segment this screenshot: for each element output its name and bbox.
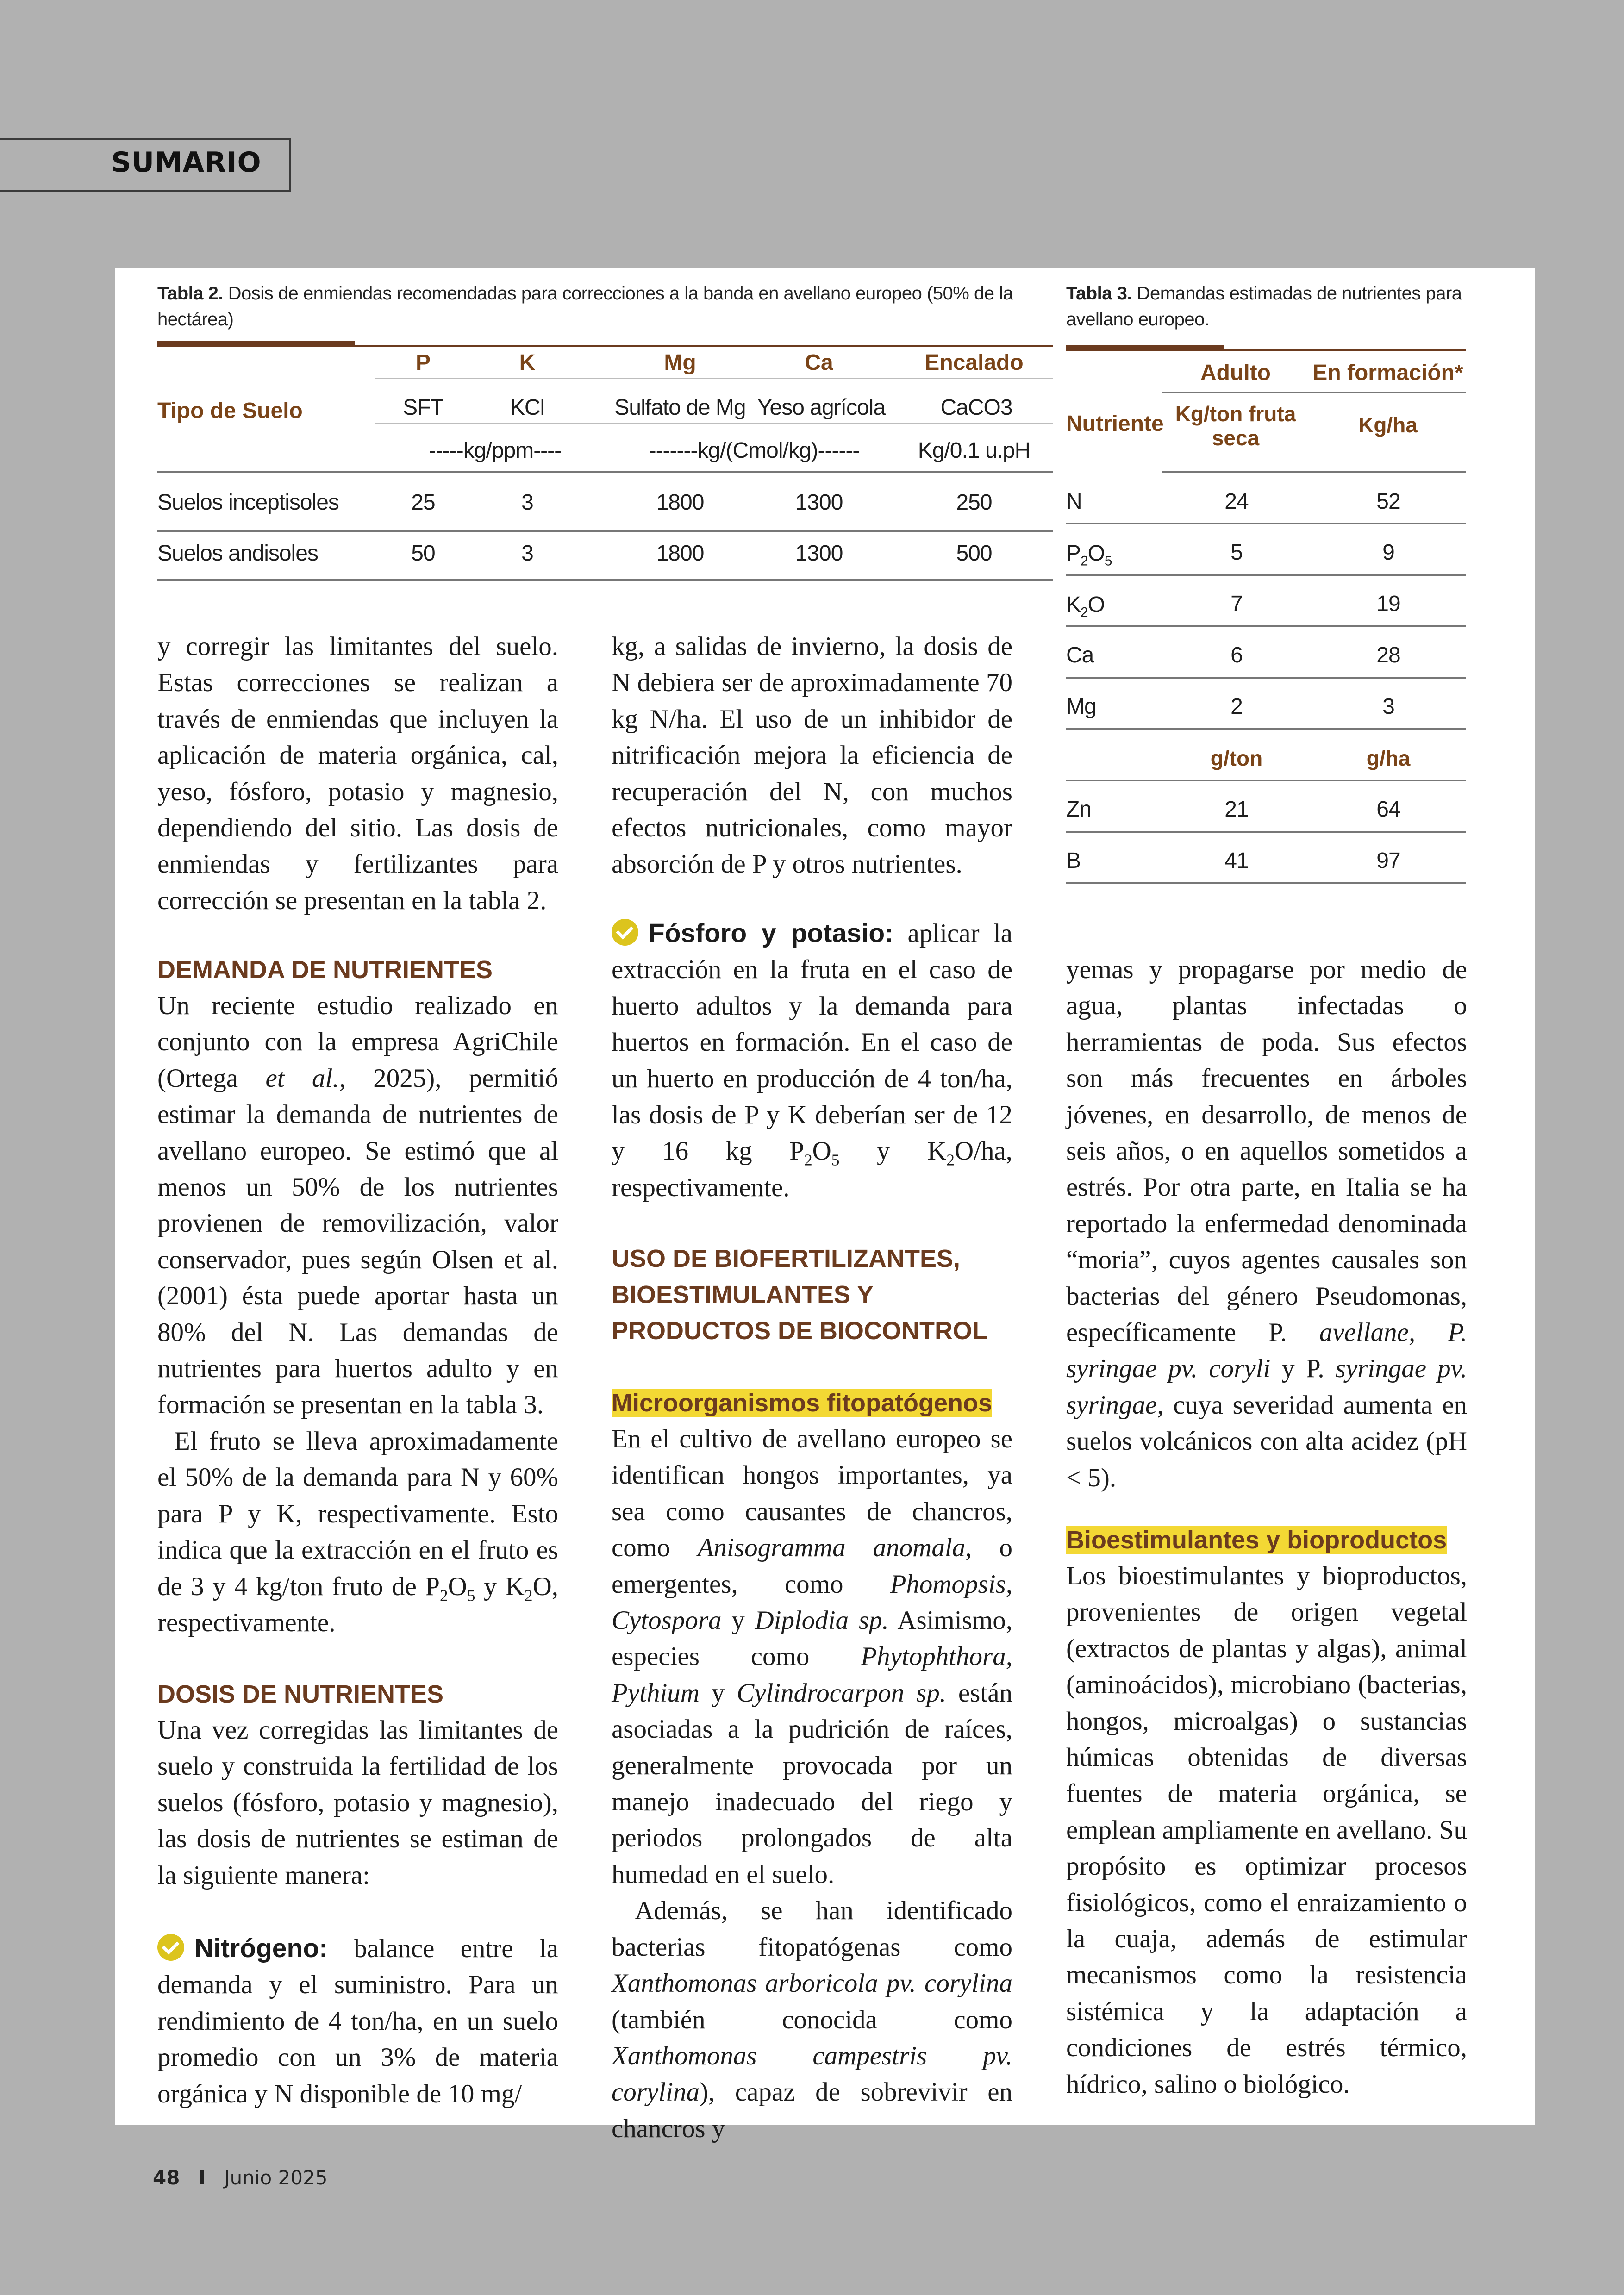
table3-row-name: $K_2O$	[1066, 592, 1105, 620]
table3-rule	[1066, 523, 1466, 524]
table3-row-name: Ca	[1066, 643, 1094, 667]
table2-col-encalado: Encalado	[924, 350, 1024, 375]
table2-row-header: Tipo de Suelo	[157, 399, 303, 423]
col3-cont: yemas y propagarse por medio de agua, plantas infectadas o herramientas de poda. Sus efectos son más frecuentes en árboles jóvenes, en desarrollo, de menos de seis años, o en aquellos sometidos a estrés. Por otra parte, en Italia se ha reportado la enfermedad denominada “moria”, cuyos agentes causales son bacterias del género Pseudomonas, específicamente P. avellane, P. syringae pv. coryli y P. syringae pv. syringae, cuya severidad aumenta en suelos volcánicos con alta acidez (pH < 5).	[1066, 955, 1467, 1492]
table3-cell: 64	[1376, 797, 1400, 822]
table2-cell: 3	[521, 541, 533, 566]
table3-cell: 2	[1230, 694, 1243, 719]
table3-rule	[1066, 728, 1466, 730]
table2-cell: 500	[956, 541, 992, 566]
demanda-heading: DEMANDA DE NUTRIENTES	[157, 956, 493, 984]
table2-cell: 1300	[795, 490, 843, 515]
table3-rule	[1066, 882, 1466, 884]
table3-rule	[1066, 625, 1466, 627]
check-icon	[612, 919, 638, 946]
table2-cell: 250	[956, 490, 992, 515]
article-panel	[115, 268, 1535, 2143]
check-icon	[157, 1934, 184, 1961]
bio-heading: Bioestimulantes y bioproductos	[1066, 1526, 1447, 1554]
table3-col-adulto: Adulto	[1200, 361, 1271, 385]
table2-rule	[375, 378, 1053, 379]
table3-cell: 97	[1376, 848, 1400, 873]
table2-col-ca: Ca	[805, 350, 833, 375]
table3-caption: Tabla 3. Demandas estimadas de nutrientes para avellano europeo.	[1066, 283, 1462, 330]
table3-row-header: Nutriente	[1066, 412, 1164, 436]
uso-heading: USO DE BIOFERTILIZANTES, BIOESTIMULANTES Y PRODUCTOS DE BIOCONTROL	[612, 1245, 988, 1345]
table2-col-p: P	[415, 350, 431, 375]
table2-unit-2: -------kg/(Cmol/kg)------	[649, 438, 860, 463]
table2-caption: Tabla 2. Dosis de enmiendas recomendadas para correcciones a la banda en avellano europeo (50% de la hectárea)	[157, 283, 1013, 330]
table3-row-name: B	[1066, 848, 1081, 873]
micro-text: En el cultivo de avellano europeo se identifican hongos importantes, ya sea como causantes de chancros, como Anisogramma anomala, o emergentes, como Phomopsis, Cytospora y Diplodia sp. Asimismo, especies como Phytophthora, Pythium y Cylindrocarpon sp. están asociadas a la pudrición de raíces, generalmente provocada por un manejo inadecuado del riego y periodos prolongados de alta humedad en el suelo. Además, se han identificado bacterias fitopatógenas como Xanthomonas arboricola pv. corylina (también conocida como Xanthomonas campestris pv. corylina), capaz de sobrevivir en chancros y	[612, 1424, 1013, 2143]
table3-cell: 21	[1224, 797, 1249, 822]
demanda-text: Un reciente estudio realizado en conjunto con la empresa AgriChile (Ortega et al., 2025), permitió estimar la demanda de nutrientes de avellano europeo. Se estimó que al menos un 50% de los nutrientes provienen de removilización, valor conservador, pues según Olsen et al. (2001) ésta puede aportar hasta un 80% del N. Las demandas de nutrientes para huertos adulto y en formación se presentan en la tabla 3. El fruto se lleva aproximadamente el 50% de la demanda para N y 60% para P y K, respectivamente. Esto indica que la extracción en el fruto es de 3 y 4 kg/ton fruto de $P_2O_5$ y $K_2O$, respectivamente.	[157, 991, 558, 1637]
table2-cell: 1300	[795, 541, 843, 566]
table2-source-ca: Yeso agrícola	[757, 395, 886, 420]
table3-cell: 7	[1230, 592, 1243, 616]
table2-cell: 25	[411, 490, 435, 515]
table2-row-name: Suelos inceptisoles	[157, 490, 339, 515]
table2-rule	[157, 530, 1053, 532]
table3-rule	[1162, 471, 1466, 473]
table2-col-mg: Mg	[664, 350, 696, 375]
table2-rule	[157, 471, 1053, 473]
col2-cont: kg, a salidas de invierno, la dosis de N debiera ser de aproximadamente 70 kg N/ha. El uso de un inhibidor de nitrificación mejora la eficiencia de recuperación del N, con muchos efectos nutricionales, como mayor absorción de P y otros nutrientes.	[612, 632, 1012, 879]
table2-rule	[375, 423, 1053, 424]
table2-cell: 1800	[656, 541, 704, 566]
table3-cell: 3	[1382, 694, 1394, 719]
table3-cell: 52	[1376, 489, 1400, 514]
table2-unit-1: -----kg/ppm----	[428, 438, 562, 463]
table3-col-formacion: En formación*	[1312, 361, 1463, 385]
table2-rule	[157, 579, 1053, 581]
table3-rule	[1066, 831, 1466, 833]
table2-cell: 50	[411, 541, 435, 566]
table2-unit-3: Kg/0.1 u.pH	[918, 438, 1031, 463]
col1-intro: y corregir las limitantes del suelo. Estas correcciones se realizan a través de enmiendas que incluyen la aplicación de materia orgánica, cal, yeso, fósforo, potasio y magnesio, dependiendo del sitio. Las dosis de enmiendas y fertilizantes para corrección se presentan en la tabla 2.	[157, 632, 558, 915]
table2-source-mg: Sulfato de Mg	[614, 395, 746, 420]
nitrogeno-text: Nitrógeno: balance entre la demanda y el suministro. Para un rendimiento de 4 ton/ha, en un suelo promedio con un 3% de materia orgánica y N disponible de 10 mg/	[157, 1933, 558, 2108]
table3-rule	[1066, 677, 1466, 679]
page-footer: 48 I Junio 2025	[153, 2166, 328, 2189]
table2-cell: 3	[521, 490, 533, 515]
table3-sub-header-2: Kg/ha	[1358, 413, 1418, 437]
table2-row-name: Suelos andisoles	[157, 541, 318, 566]
table3-cell: 19	[1376, 592, 1400, 616]
table3-unit-2: g/ha	[1366, 746, 1411, 770]
table3-row-name: Zn	[1066, 797, 1092, 822]
table3-rule	[1162, 392, 1466, 393]
table3-row-name: N	[1066, 489, 1082, 514]
table3-unit-1: g/ton	[1210, 746, 1263, 770]
table2-cell: 1800	[656, 490, 704, 515]
dosis-heading: DOSIS DE NUTRIENTES	[157, 1680, 444, 1708]
fosforo-text: Fósforo y potasio: aplicar la extracción en la fruta en el caso de huerto adultos y la demanda para huertos en formación. En el caso de un huerto en producción de 4 ton/ha, las dosis de P y K deberían ser de 12 y 16 kg $P_2O_5$ y $K_2O/ha$, respectivamente.	[612, 918, 1013, 1202]
table3-sub-header-1: Kg/ton fruta seca	[1175, 402, 1296, 450]
table3-cell: 41	[1224, 848, 1249, 873]
table2-col-k: K	[519, 350, 536, 375]
bio-text: Los bioestimulantes y bioproductos, provenientes de origen vegetal (extractos de plantas y algas), animal (aminoácidos), microbiano (bacterias, hongos, microalgas) o sustancias húmicas obtenidas de diversas fuentes de materia orgánica, se emplean ampliamente en avellano. Su propósito es optimizar procesos fisiológicos, como el enraizamiento o la cuaja, además de estimular mecanismos como la resistencia sistémica y la adaptación a condiciones de estrés térmico, hídrico, salino o biológico.	[1066, 1561, 1467, 2099]
table3-cell: 6	[1230, 643, 1243, 667]
table3-cell: 24	[1224, 489, 1249, 514]
table2-source-p: SFT	[403, 395, 443, 420]
table3-row-name: $P_2O_5$	[1066, 541, 1112, 569]
table2-top-rule	[157, 345, 1053, 347]
table3-cell: 5	[1230, 540, 1243, 565]
section-title: SUMARIO	[111, 146, 262, 179]
table3-top-rule	[1066, 349, 1466, 351]
table3-cell: 9	[1382, 540, 1394, 565]
table3-rule	[1066, 574, 1466, 576]
table2-source-encalado: CaCO3	[940, 395, 1012, 420]
section-tab	[0, 138, 291, 192]
micro-heading: Microorganismos fitopatógenos	[612, 1389, 993, 1417]
table3-cell: 28	[1376, 643, 1400, 667]
table2-source-k: KCl	[510, 395, 545, 420]
table3-rule	[1066, 780, 1466, 781]
dosis-text: Una vez corregidas las limitantes de suelo y construida la fertilidad de los suelos (fósforo, potasio y magnesio), las dosis de nutrientes se estiman de la siguiente manera:	[157, 1715, 558, 1890]
table3-row-name: Mg	[1066, 694, 1096, 719]
